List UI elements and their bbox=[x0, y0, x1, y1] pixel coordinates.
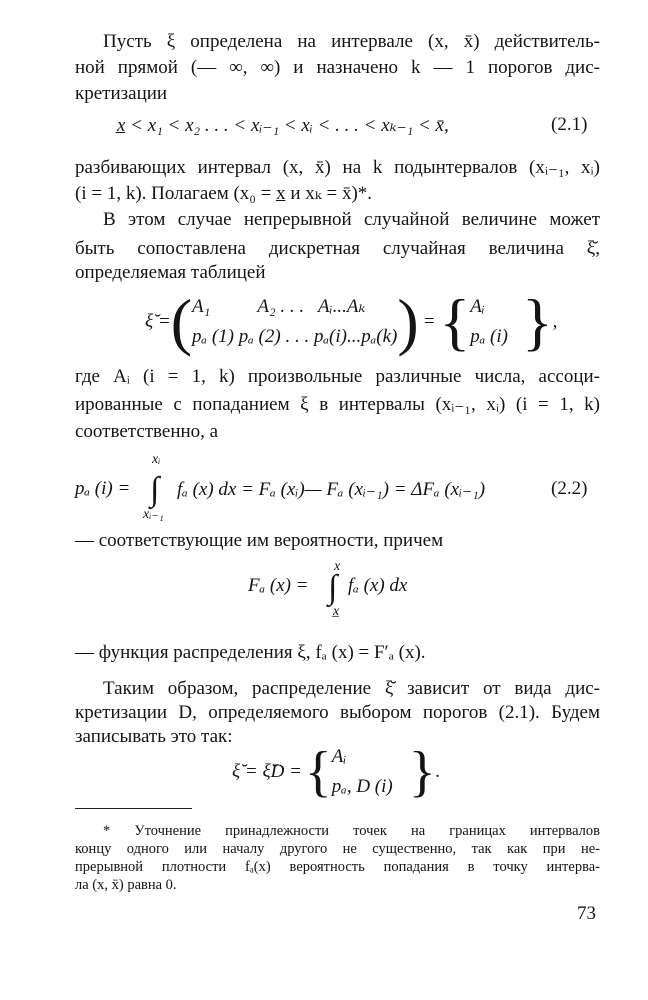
integral-sign-glyph: ∫ bbox=[328, 569, 338, 606]
footnote-line1: * Уточнение принадлежности точек на границах интервалов bbox=[103, 823, 600, 839]
footnote-line2: концу одного или началу другого не существенно, так как при не- bbox=[75, 841, 600, 857]
brace-row-probability: pₐ (i) bbox=[470, 326, 508, 347]
para2-line1: разбивающих интервал (x, x̄) на k подынтервалов (xᵢ₋₁, xᵢ) bbox=[75, 157, 600, 178]
discretization-row-probability: pₐ, D (i) bbox=[331, 776, 393, 797]
para7-line2: кретизации D, определяемого выбором порогов (2.1). Будем bbox=[75, 702, 600, 723]
equation-F-rhs: fₐ (x) dx bbox=[348, 575, 408, 596]
equation-2-2-lhs: pₐ (i) = bbox=[75, 478, 131, 499]
left-brace-glyph: { bbox=[304, 741, 332, 803]
para1-line2: ной прямой (— ∞, ∞) и назначено k — 1 порогов дис- bbox=[75, 57, 600, 78]
para2-line2: (i = 1, k). Полагаем (x₀ = x̲ и xₖ = x̄)*. bbox=[75, 183, 373, 204]
para1-line1: Пусть ξ определена на интервале (x, x̄) действитель- bbox=[103, 31, 600, 52]
para7-line3: записывать это так: bbox=[75, 726, 233, 747]
discretization-equation bbox=[232, 742, 440, 802]
para4-line3: соответственно, а bbox=[75, 421, 219, 442]
footnote-line3: прерывной плотности fₐ(x) вероятность попадания в точку интерва- bbox=[75, 859, 600, 875]
discretization-matrix bbox=[332, 742, 393, 802]
table-equation bbox=[145, 286, 558, 357]
right-brace-glyph: } bbox=[521, 286, 553, 357]
para4-line2: ированные с попаданием ξ в интервалы (xᵢ₋₁, xᵢ) (i = 1, k) bbox=[75, 394, 600, 415]
integral-sign-glyph: ∫ bbox=[150, 471, 160, 508]
equation-F-lower-limit: x̲ bbox=[333, 604, 340, 619]
table-row-values: A₁ A₂ . . . Aᵢ...Aₖ bbox=[192, 296, 366, 317]
footnote-rule bbox=[75, 808, 192, 809]
table-equation-lhs: ξ̆ = bbox=[145, 311, 171, 332]
para1-line3: кретизации bbox=[75, 83, 168, 104]
equation-F-lhs: Fₐ (x) = bbox=[248, 575, 309, 596]
table-equation-equals: = bbox=[422, 311, 436, 332]
left-brace-glyph: { bbox=[439, 286, 471, 357]
para4-line1: где Aᵢ (i = 1, k) произвольные различные числа, ассоци- bbox=[75, 366, 600, 387]
para7-line1: Таким образом, распределение ξ̆ зависит от вида дис- bbox=[103, 678, 600, 699]
brace-matrix bbox=[470, 292, 508, 352]
equation-2-1: x̲ < x₁ < x₂ . . . < xᵢ₋₁ < xᵢ < . . . < xₖ₋₁ < x̄, bbox=[117, 115, 449, 136]
table-matrix bbox=[192, 292, 397, 352]
equation-F-upper-limit: x bbox=[334, 559, 341, 574]
para5: — соответствующие им вероятности, причем bbox=[75, 530, 444, 551]
equation-2-2-number: (2.2) bbox=[551, 478, 588, 499]
para3-line2: быть сопоставлена дискретная случайная величина ξ̆, bbox=[75, 238, 600, 259]
brace-row-value: Aᵢ bbox=[470, 296, 485, 317]
discretization-end: . bbox=[435, 761, 441, 782]
equation-2-1-number: (2.1) bbox=[551, 114, 588, 135]
discretization-lhs: ξ̆ = ξ̆D = bbox=[232, 761, 302, 782]
left-paren-glyph: ( bbox=[170, 286, 193, 357]
table-equation-end: , bbox=[552, 311, 558, 332]
equation-2-2-lower-limit: xᵢ₋₁ bbox=[143, 507, 164, 522]
right-brace-glyph: } bbox=[408, 741, 436, 803]
page-number: 73 bbox=[577, 903, 596, 924]
para6: — функция распределения ξ, fₐ (x) = F′ₐ (x). bbox=[75, 642, 426, 663]
right-paren-glyph: ) bbox=[397, 286, 419, 357]
equation-2-2-upper-limit: xᵢ bbox=[152, 452, 161, 467]
discretization-row-value: Aᵢ bbox=[331, 746, 347, 767]
table-row-probabilities: pₐ (1) pₐ (2) . . . pₐ(i)...pₐ(k) bbox=[192, 326, 398, 347]
para3-line3: определяемая таблицей bbox=[75, 262, 266, 283]
footnote-line4: ла (x, x̄) равна 0. bbox=[75, 877, 177, 893]
equation-2-2-rhs: fₐ (x) dx = Fₐ (xᵢ)— Fₐ (xᵢ₋₁) = ΔFₐ (xᵢ₋₁) bbox=[177, 479, 486, 500]
para3-line1: В этом случае непрерывной случайной величине может bbox=[103, 209, 600, 230]
